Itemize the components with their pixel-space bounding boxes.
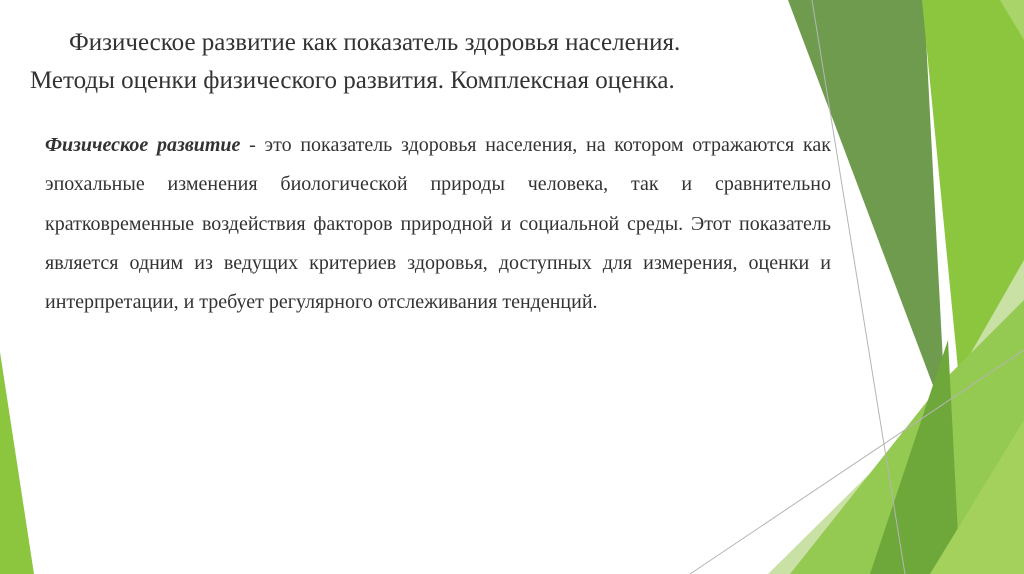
defined-term: Физическое развитие [45,134,241,156]
slide-title [30,24,830,100]
title-line-2: Методы оценки физического развития. Комплексная оценка. [30,67,675,94]
definition-text: - это показатель здоровья населения, на котором отражаются как эпохальные изменения биологической природы человека, так и сравнительно кратковременные воздействия факторов природной и социальной среды. Этот показатель является одним из ведущих критериев здоровья, доступных для измерения, оценки и интерпретации, и требует регулярного отслеживания тенденций. [45,134,831,314]
left-green-sliver [0,352,34,574]
title-line-1: Физическое развитие как показатель здоровья населения. [69,29,681,56]
body-paragraph [45,126,831,322]
